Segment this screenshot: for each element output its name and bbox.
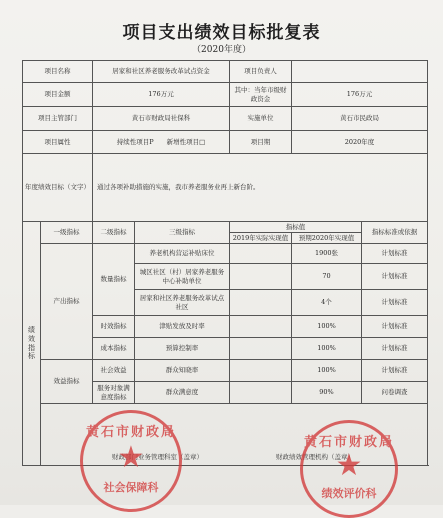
group-benefit: 效益指标 [41, 360, 93, 404]
project-name-label: 项目名称 [23, 61, 93, 83]
table-row [23, 360, 428, 382]
perf-side-label: 绩效指标 [23, 222, 41, 466]
perf-h1: 一级指标 [41, 222, 93, 244]
v2019-cell [230, 360, 292, 382]
perf-h-2019: 2019年实际实现值 [230, 233, 292, 244]
unit-label: 实施单位 [230, 107, 292, 131]
page-subtitle: （2020年度） [192, 45, 251, 55]
star-icon: ★ [117, 440, 145, 475]
goal-text: 通过各项补助措施的实施，我市养老服务业再上新台阶。 [93, 154, 428, 222]
basis-cell: 计划标准 [362, 244, 428, 264]
row-amount [23, 83, 428, 107]
v2019-cell [230, 316, 292, 338]
l3-cell: 群众满意度 [135, 382, 230, 404]
owner-value [292, 61, 428, 83]
group-output: 产出指标 [41, 244, 93, 360]
fiscal-value: 176万元 [292, 83, 428, 107]
v2020-cell: 4个 [292, 290, 362, 316]
v2020-cell: 90% [292, 382, 362, 404]
left-seal-top-text: 黄石市财政局 [85, 425, 176, 440]
right-signature-label: 财政绩效管理机构（盖章） [276, 453, 354, 461]
v2020-cell: 100% [292, 360, 362, 382]
basis-cell: 问卷调查 [362, 382, 428, 404]
v2020-cell: 100% [292, 338, 362, 360]
right-official-seal [300, 420, 398, 518]
basis-cell: 计划标准 [362, 264, 428, 290]
attr-value: 持续性项目P 新增性项目□ [93, 131, 230, 154]
left-signature-label: 财政部门业务管理科室（盖章） [112, 453, 203, 461]
approval-table [22, 60, 428, 466]
perf-h2: 二级指标 [93, 222, 135, 244]
goal-label: 年度绩效目标（文字） [23, 154, 93, 222]
period-label: 项目期 [230, 131, 292, 154]
l2-cell: 服务对象满意度指标 [93, 382, 135, 404]
page-title: 项目支出绩效目标批复表 [122, 23, 321, 43]
unit-value: 黄石市民政局 [292, 107, 428, 131]
v2019-cell [230, 290, 292, 316]
v2019-cell [230, 244, 292, 264]
attr-label: 项目属性 [23, 131, 93, 154]
row-dept [23, 107, 428, 131]
fiscal-label: 其中：当年市级财政资金 [230, 83, 292, 107]
star-icon: ★ [335, 448, 363, 483]
l3-cell: 群众知晓率 [135, 360, 230, 382]
period-value: 2020年度 [292, 131, 428, 154]
row-attr [23, 131, 428, 154]
right-seal-top-text: 黄石市财政局 [303, 435, 394, 450]
row-project-name [23, 61, 428, 83]
perf-h-value: 指标值 [230, 222, 362, 233]
l2-cell: 时效指标 [93, 316, 135, 338]
dept-label: 项目主管部门 [23, 107, 93, 131]
v2019-cell [230, 338, 292, 360]
basis-cell: 计划标准 [362, 360, 428, 382]
left-seal-bottom-text: 社会保障科 [103, 481, 159, 494]
amount-value: 176万元 [93, 83, 230, 107]
l3-cell: 居家和社区养老服务改革试点社区 [135, 290, 230, 316]
l3-cell: 津贴发放及时率 [135, 316, 230, 338]
row-goal [23, 154, 428, 222]
dept-value: 黄石市财政局社保科 [93, 107, 230, 131]
l3-cell: 养老机构营运补贴床位 [135, 244, 230, 264]
perf-h-2020: 预期2020年实现值 [292, 233, 362, 244]
left-official-seal [80, 410, 182, 512]
l2-cell: 数量指标 [93, 244, 135, 316]
right-seal-bottom-text: 绩效评价科 [321, 487, 377, 500]
project-name-value: 居家和社区养老服务改革试点资金 [93, 61, 230, 83]
perf-h3: 三级指标 [135, 222, 230, 244]
l2-cell: 社会效益 [93, 360, 135, 382]
v2020-cell: 1900张 [292, 244, 362, 264]
perf-h-basis: 指标标准或依据 [362, 222, 428, 244]
v2020-cell: 100% [292, 316, 362, 338]
v2019-cell [230, 382, 292, 404]
v2020-cell: 70 [292, 264, 362, 290]
amount-label: 项目金额 [23, 83, 93, 107]
basis-cell: 计划标准 [362, 290, 428, 316]
basis-cell: 计划标准 [362, 316, 428, 338]
perf-header-row [23, 222, 428, 233]
l3-cell: 预算控制率 [135, 338, 230, 360]
v2019-cell [230, 264, 292, 290]
basis-cell: 计划标准 [362, 338, 428, 360]
l3-cell: 城区社区（村）居家养老服务中心补助单位 [135, 264, 230, 290]
owner-label: 项目负责人 [230, 61, 292, 83]
table-row [23, 244, 428, 264]
l2-cell: 成本指标 [93, 338, 135, 360]
